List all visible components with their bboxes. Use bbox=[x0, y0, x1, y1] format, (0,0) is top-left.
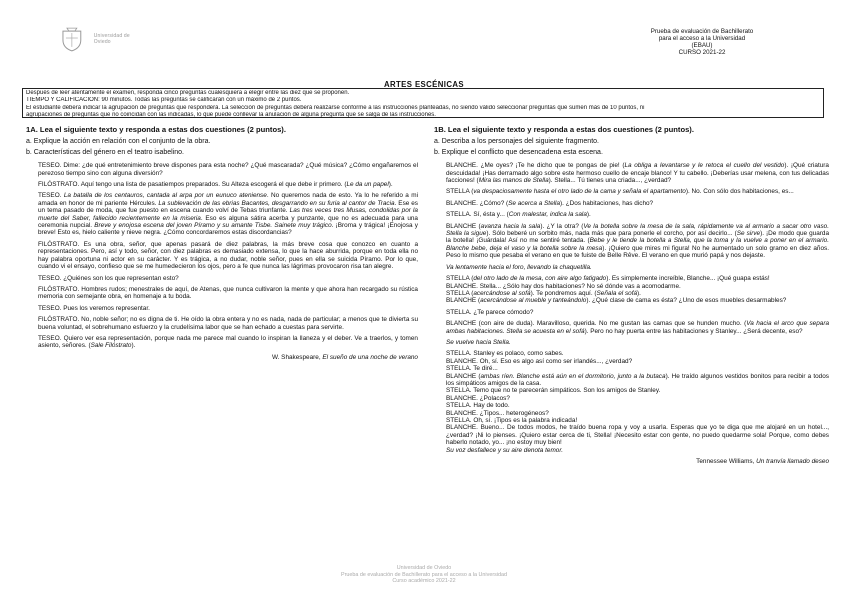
university-logo bbox=[58, 22, 148, 56]
dialogue-paragraph: TESEO. Quiero ver esa representación, porque nada me parece mal cuando lo inspiran la llaneza y el deber. Ve a traerlos, y tomen asiento, señores. (Sale Filóstrato). bbox=[38, 334, 418, 350]
question-b: b. Explique el conflicto que desencadena esta escena. bbox=[434, 148, 603, 156]
dialogue-paragraph: BLANCHE. ¿Tipos... heterogéneos? bbox=[446, 409, 549, 417]
dialogue-paragraph: TESEO. La batalla de los centauros, cantada al arpa por un eunuco ateniense. No queremos nada de esto. Ya lo he referido a mi amada en honor de mi pariente Hércules. La sublevación de las ebrias Bacantes, desgarrando en su furia al cantor de Tracia. Ese es un tema pasado de moda, que fue puesto en escena cuando volví de Tebas triunfante. Las tres veces tres Musas, condolidas por la muerte del Saber, fallecido recientemente en la miseria. Eso es alguna sátira acerba y punzante, que no es adecuada para una ceremonia nupcial. Breve y enojosa escena del joven Píramo y su amante Tisbe. Sainete muy trágico. ¡Broma y trágica! ¡Enojosa y breve! Esto es, hielo caliente y nieve negra. ¿Cómo concordaremos estas discordancias? bbox=[38, 192, 418, 237]
dialogue-paragraph: TESEO. ¿Quiénes son los que representan esto? bbox=[38, 274, 179, 282]
dialogue-paragraph: Va lentamente hacia el foro, llevando la chaquetilla. bbox=[446, 263, 592, 271]
dialogue-paragraph: TESEO. Pues los veremos representar. bbox=[38, 304, 150, 312]
dialogue-paragraph: Se vuelve hacia Stella. bbox=[446, 338, 511, 346]
header-line: para el acceso a la Universidad bbox=[658, 35, 746, 42]
instruction-line: El estudiante deberá indicar la agrupación de preguntas que responderá. La selección de preguntas deberá realizarse conforme a las instrucciones planteadas, no siendo válido seleccionar preguntas que sumen más de 10 puntos, ni bbox=[26, 104, 645, 111]
instructions-box bbox=[22, 88, 824, 118]
footer-line: Curso académico 2021-22 bbox=[392, 578, 456, 584]
dialogue-paragraph: TESEO. Dime: ¿de qué entretenimiento breve dispones para esta noche? ¿Qué mascarada? ¿Qué música? ¿Cómo engañaremos el perezoso tiempo sino con alguna diversión? bbox=[38, 162, 418, 177]
header-line: CURSO 2021-22 bbox=[678, 49, 726, 56]
dialogue-paragraph: FILÓSTRATO. No, noble señor; no es digna de ti. He oído la obra entera y no es nada, nada de particular; a menos que te divierta su buena voluntad, el sobrehumano esfuerzo y la crudelísima labor que se han echado a cuestas para servirte. bbox=[38, 316, 418, 331]
logo-name: Universidad de Oviedo bbox=[93, 33, 130, 45]
dialogue-paragraph: BLANCHE (avanza hacia la sala). ¿Y la otra? (Ve la botella sobre la mesa de la sala, rápidamente va al armario a sacar otro vaso. Stella la sigue). Sólo beberé un sorbito más, nada más que para ponerle el corcho, por así decirlo... (Se sirve). ¡De modo que guarda la botella! ¡Guárdala! Así no me sentiré tentada. (Bebe y le tiende la botella a Stella, que la toma y la vuelve a poner en el armario. Blanche bebe, deja el vaso y la botella sobre la mesa). ¡Quiero que mires mi figura! No he aumentado un solo gramo en diez años. Peso lo mismo que pesaba el verano en que te fuiste de Belle Rêve. El verano en que murió papá y nos dejaste. bbox=[446, 222, 829, 260]
dialogue-paragraph: STELLA (del otro lado de la mesa, con aire algo fatigado). Es simplemente increíble, Blanche... ¡Qué guapa estás! bbox=[446, 275, 770, 283]
section-1b bbox=[434, 126, 829, 465]
dialogue-paragraph: BLANCHE (con aire de duda). Maravilloso, querida. No me gustan las camas que se hunden mucho. (Va hacia el arco que separa ambas habitaciones. Stella se acuesta en el sofá). Pero no hay puerta entre las habitaciones y Stanley... ¿Será decente, eso? bbox=[446, 320, 829, 335]
text-excerpt bbox=[434, 162, 829, 454]
dialogue-paragraph: STELLA. Temo que no te parecerán simpáticos. Son los amigos de Stanley. bbox=[446, 387, 661, 395]
instruction-line: TIEMPO Y CALIFICACIÓN: 90 minutos. Todas las preguntas se calificarán con un máximo de 2 puntos. bbox=[26, 97, 302, 104]
question-a: a. Explique la acción en relación con el conjunto de la obra. bbox=[26, 138, 211, 146]
section-1a bbox=[26, 126, 418, 361]
dialogue-paragraph: STELLA. Oh, sí. ¡Tipos es la palabra indicada! bbox=[446, 417, 578, 424]
university-seal-icon bbox=[58, 25, 86, 53]
dialogue-paragraph: STELLA. Sí, ésta y... (Con malestar, indica la sala). bbox=[446, 211, 591, 219]
header-line: Prueba de evaluación de Bachillerato bbox=[650, 28, 754, 35]
dialogue-paragraph: STELLA. Hay de todo. bbox=[446, 402, 510, 410]
source-citation: W. Shakespeare, El sueño de una noche de verano bbox=[271, 353, 418, 361]
footer bbox=[0, 565, 848, 585]
dialogue-paragraph: BLANCHE. Oh, sí. Eso es algo así como ser irlandés..., ¿verdad? bbox=[446, 357, 633, 365]
page-title: ARTES ESCÉNICAS bbox=[383, 80, 465, 89]
dialogue-paragraph: FILÓSTRATO. Aquí tengo una lista de pasatiempos preparados. Su Alteza escogerá el que debe ir primero. (Le da un papel). bbox=[38, 181, 393, 189]
dialogue-paragraph: STELLA (va despaciosamente hasta el otro lado de la cama y señala el apartamento). No. Con sólo dos habitaciones, es... bbox=[446, 188, 794, 196]
instruction-line: agrupaciones de preguntas que no coincidan con las indicadas, lo que puede conllevar la anulación de alguna pregunta que se salga de las instrucciones. bbox=[26, 112, 436, 119]
question-a: a. Describa a los personajes del siguiente fragmento. bbox=[434, 138, 599, 146]
dialogue-paragraph: BLANCHE. ¿Me oyes? ¡Te he dicho que te pongas de pie! (La obliga a levantarse y le retoca el cuello del vestido). ¡Qué criatura descuidada! ¡Has derramado algo sobre este hermoso cuello de encaje blanco! Y tu cabello. ¡Deberías usar melena, con tus delicadas facciones! (Mira las manos de Stella). Stella... Tú tienes una criada..., ¿verdad? bbox=[446, 162, 829, 185]
dialogue-paragraph: STELLA. Te diré... bbox=[446, 365, 498, 373]
dialogue-paragraph: FILÓSTRATO. Hombres rudos; menestrales de aquí, de Atenas, que nunca cultivaron la mente y que ahora han recargado su rústica memoria con semejante obra, en homenaje a tu boda. bbox=[38, 285, 418, 301]
section-heading: 1A. Lea el siguiente texto y responda a estas dos cuestiones (2 puntos). bbox=[26, 125, 286, 134]
dialogue-paragraph: BLANCHE. Bueno... De todos modos, he traído buena ropa y voy a usarla. Esperas que yo te diga que me alojaré en un hotel..., ¿verdad? ¡Ni lo pienses. ¡Quiero estar cerca de ti, Stella! ¡Necesito estar con gente, no puedo quedarme sola! Porque, como debes haberlo notado, yo... ¡no estoy muy bien! bbox=[446, 424, 829, 447]
dialogue-paragraph: BLANCHE. Stella... ¿Sólo hay dos habitaciones? No sé dónde vas a acomodarme. bbox=[446, 282, 681, 290]
dialogue-paragraph: Su voz desfallece y su aire denota temor. bbox=[446, 446, 563, 454]
text-excerpt bbox=[26, 162, 418, 350]
dialogue-paragraph: BLANCHE. ¿Cómo? (Se acerca a Stella). ¿Dos habitaciones, has dicho? bbox=[446, 199, 654, 207]
footer-line: Prueba de evaluación de Bachillerato para el acceso a la Universidad bbox=[340, 571, 507, 578]
dialogue-paragraph: FILÓSTRATO. Es una obra, señor, que apenas pasará de diez palabras, la más breve cosa que conozco en cuanto a representaciones. Pero, así y todo, señor, con diez palabras es demasiado extensa, lo que la hace aburrida, porque en toda ella no hay palabra oportuna ni actor en su carácter. Y es trágica, a no dudar, noble señor, pues en ella se suicida Píramo. Por lo que, cuando vi el ensayo, confieso que se me humedecieron los ojos, pero a fe que nunca las lágrimas provocaron risa tan alegre. bbox=[38, 240, 418, 271]
dialogue-paragraph: BLANCHE (ambas ríen. Blanche está aún en el dormitorio, junto a la butaca). He traído algunos vestidos bonitos para recibir a todos los simpáticos amigos de la casa. bbox=[446, 372, 829, 387]
header-line: (EBAU) bbox=[691, 42, 713, 49]
footer-line: Universidad de Oviedo bbox=[396, 565, 452, 571]
dialogue-paragraph: BLANCHE (acercándose al mueble y tanteándolo). ¿Qué clase de cama es ésta? ¿Uno de esos muebles desarmables? bbox=[446, 297, 787, 305]
instruction-line: Después de leer atentamente el examen, responda cinco preguntas cualesquiera a elegir entre las diez que se proponen. bbox=[26, 90, 350, 96]
dialogue-paragraph: STELLA (acercándose al sofá). Te pondremos aquí. (Señala el sofá). bbox=[446, 289, 641, 297]
exam-header bbox=[622, 28, 782, 56]
question-b: b. Características del género en el teatro isabelino. bbox=[26, 148, 184, 156]
source-citation: Tennessee Williams, Un tranvía llamado deseo bbox=[696, 458, 829, 466]
section-heading: 1B. Lea el siguiente texto y responda a estas dos cuestiones (2 puntos). bbox=[434, 125, 694, 134]
dialogue-paragraph: STELLA. ¿Te parece cómodo? bbox=[446, 308, 534, 316]
dialogue-paragraph: BLANCHE. ¿Polacos? bbox=[446, 394, 510, 402]
dialogue-paragraph: STELLA. Stanley es polaco, como sabes. bbox=[446, 350, 564, 358]
